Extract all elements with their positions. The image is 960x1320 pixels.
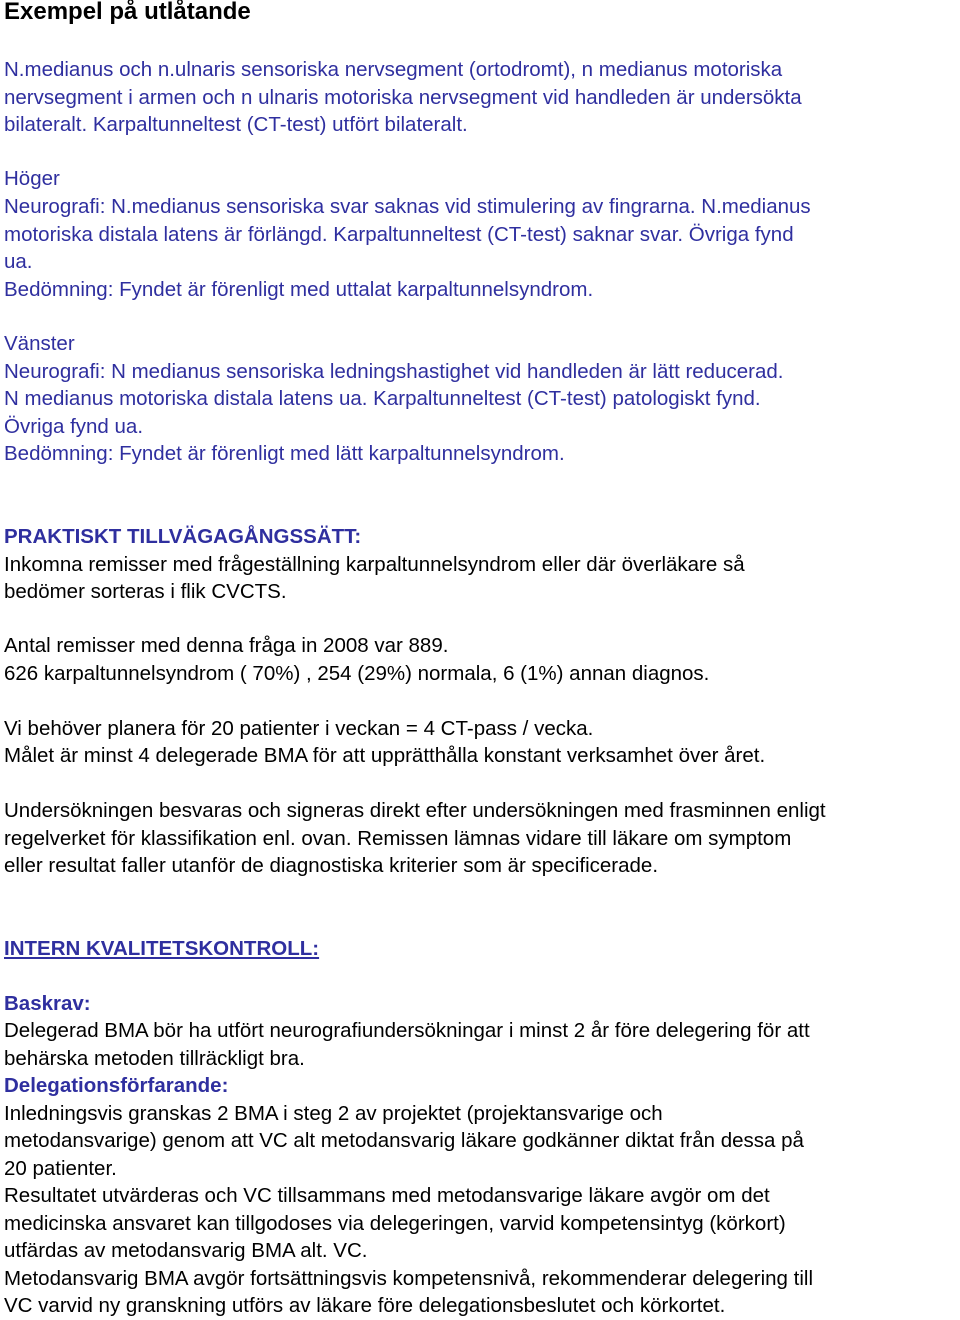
delegation-line-3: 20 patienter. [4,1157,117,1180]
vanster-bedomning-text: Fyndet är förenligt med lätt karpaltunnelsyndrom. [113,442,565,465]
delegation-line-4: Resultatet utvärderas och VC tillsammans med metodansvarige läkare avgör om det [4,1184,770,1207]
hoger-heading: Höger [4,167,60,190]
baskrav-line-1: Delegerad BMA bör ha utfört neurografiundersökningar i minst 2 år före delegering för att [4,1019,810,1042]
hoger-line-1: Neurografi: N.medianus sensoriska svar saknas vid stimulering av fingrarna. N.medianus [4,195,811,218]
baskrav-line-2: behärska metoden tillräckligt bra. [4,1047,305,1070]
delegation-line-5: medicinska ansvaret kan tillgodoses via delegeringen, varvid kompetensintyg (körkort) [4,1212,786,1235]
praktiskt-line-2: bedömer sorteras i flik CVCTS. [4,580,287,603]
vanster-bedomning-label: Bedömning: [4,442,114,465]
hoger-bedomning [4,276,593,303]
delegation-line-7: Metodansvarig BMA avgör fortsättningsvis kompetensnivå, rekommenderar delegering till [4,1267,813,1290]
praktiskt-line-8: regelverket för klassifikation enl. ovan. Remissen lämnas vidare till läkare om symptom [4,827,792,850]
delegation-line-6: utfärdas av metodansvarig BMA alt. VC. [4,1239,368,1262]
praktiskt-line-7: Undersökningen besvaras och signeras direkt efter undersökningen med frasminnen enligt [4,799,826,822]
vanster-heading: Vänster [4,332,75,355]
intro-line-1: N.medianus och n.ulnaris sensoriska nervsegment (ortodromt), n medianus motoriska [4,58,783,81]
vanster-line-2: N medianus motoriska distala latens ua. Karpaltunneltest (CT-test) patologiskt fynd. [4,387,761,410]
delegation-line-8: VC varvid ny granskning utförs av läkare före delegationsbeslutet och körkortet. [4,1294,726,1317]
hoger-line-3: ua. [4,250,33,273]
praktiskt-line-6: Målet är minst 4 delegerade BMA för att upprätthålla konstant verksamhet över året. [4,744,766,767]
delegation-line-1: Inledningsvis granskas 2 BMA i steg 2 av projektet (projektansvarige och [4,1102,663,1125]
praktiskt-line-1: Inkomna remisser med frågeställning karpaltunnelsyndrom eller där överläkare så [4,553,745,576]
baskrav-heading: Baskrav: [4,992,91,1015]
hoger-line-2: motoriska distala latens är förlängd. Karpaltunneltest (CT-test) saknar svar. Övriga fynd [4,223,794,246]
hoger-bedomning-text: Fyndet är förenligt med uttalat karpaltunnelsyndrom. [113,278,594,301]
page-title: Exempel på utlåtande [4,0,251,25]
praktiskt-line-5: Vi behöver planera för 20 patienter i veckan = 4 CT-pass / vecka. [4,717,594,740]
delegation-heading: Delegationsförfarande: [4,1074,229,1097]
intro-line-3: bilateralt. Karpaltunneltest (CT-test) utfört bilateralt. [4,113,468,136]
vanster-line-3: Övriga fynd ua. [4,415,144,438]
praktiskt-line-4: 626 karpaltunnelsyndrom ( 70%) , 254 (29%) normala, 6 (1%) annan diagnos. [4,662,710,685]
hoger-bedomning-label: Bedömning: [4,278,114,301]
vanster-bedomning [4,440,565,467]
intro-line-2: nervsegment i armen och n ulnaris motoriska nervsegment vid handleden är undersökta [4,86,802,109]
praktiskt-line-9: eller resultat faller utanför de diagnostiska kriterier som är specificerade. [4,854,659,877]
vanster-line-1: Neurografi: N medianus sensoriska ledningshastighet vid handleden är lätt reducerad. [4,360,784,383]
praktiskt-heading: PRAKTISKT TILLVÄGAGÅNGSSÄTT: [4,525,362,548]
intern-heading: INTERN KVALITETSKONTROLL: [4,937,320,960]
praktiskt-line-3: Antal remisser med denna fråga in 2008 var 889. [4,634,449,657]
delegation-line-2: metodansvarige) genom att VC alt metodansvarig läkare godkänner diktat från dessa på [4,1129,804,1152]
